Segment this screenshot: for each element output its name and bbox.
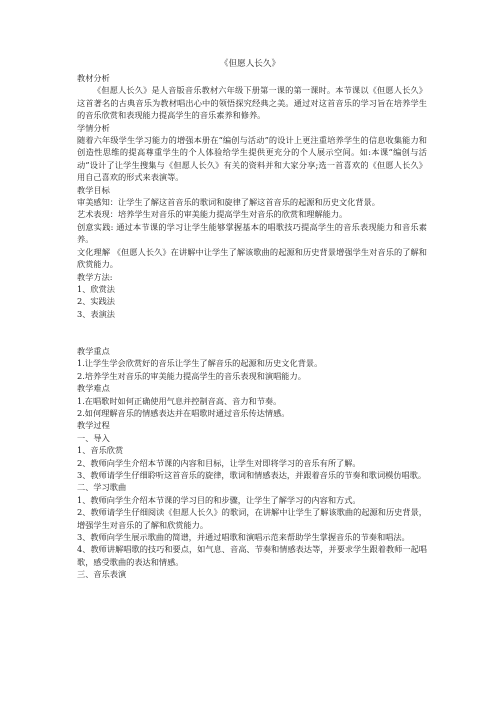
blank-line — [77, 333, 427, 345]
section-heading-methods: 教学方法: — [77, 271, 113, 282]
process-item: 2、教师向学生介绍本节课的内容和目标，让学生对即将学习的音乐有所了解。 — [77, 457, 361, 468]
section-heading-analysis: 教材分析 — [77, 73, 110, 83]
method-item: 3、表演法 — [77, 308, 115, 319]
process-part-title: 一、导入 — [77, 432, 110, 443]
process-item: 4、教师讲解唱歌的技巧和要点，如气息、音高、节奏和情感表达等，并要求学生跟着教师一起唱歌，感受歌曲的表达和情感。 — [77, 544, 427, 567]
process-item: 3、教师请学生仔细聆听这首音乐的旋律，歌词和情感表达，并跟着音乐的节奏和歌词模仿唱歌。 — [77, 469, 427, 480]
method-item: 2、实践法 — [77, 296, 115, 307]
process-item: 3、教师向学生展示歌曲的简谱，并通过唱歌和演唱示范来帮助学生掌握音乐的节奏和唱法。 — [77, 532, 410, 542]
method-item: 1、欣赏法 — [77, 283, 115, 294]
process-item: 1、音乐欣赏 — [77, 445, 124, 456]
key-point-item: 2.培养学生对音乐的审美能力提高学生的音乐表现和演唱能力。 — [77, 370, 306, 381]
section-heading-process: 教学过程 — [77, 420, 110, 431]
analysis-paragraph: 《但愿人长久》是人音版音乐教材六年级下册第一课的第一课时。本节课以《但愿人长久》这首著名的古典音乐为教材唱出心中的领悟探究经典之美。通过对这首音乐的学习旨在培养学生的音乐欣赏和表现能力提高学生的音乐素养和修养。 — [77, 85, 427, 121]
document-title: 《但愿人长久》 — [219, 59, 281, 69]
difficult-point-item: 1.在唱歌时如何正确使用气息并控制音高、音力和节奏。 — [77, 395, 282, 406]
goal-item: 文化理解 《但愿人长久》在讲解中让学生了解该歌曲的起源和历史背景增强学生对音乐的了解和欣赏能力。 — [77, 246, 427, 270]
section-heading-key-points: 教学重点 — [77, 345, 110, 356]
process-part-title: 三、音乐表演 — [77, 569, 127, 580]
goal-item: 创意实践: 通过本节课的学习让学生能够掌握基本的唱歌技巧提高学生的音乐表现能力和音乐素养。 — [77, 221, 427, 245]
students-paragraph: 随着六年级学生学习能力的增强本册在“编创与活动”的设计上更注重培养学生的信息收集能力和创造性思维的提高尊重学生的个人体验给学生提供更充分的个人展示空间。如:本课“编创与活动”设计了让学生搜集与《但愿人长久》有关的资料并和大家分享;选一首喜欢的《但愿人长久》用自己喜欢的形式来表演等。 — [77, 135, 427, 183]
goal-item: 艺术表现：培养学生对音乐的审美能力提高学生对音乐的欣赏和理解能力。 — [77, 209, 348, 220]
process-item: 2、教师请学生仔细阅读《但愿人长久》的歌词，在讲解中让学生了解该歌曲的起源和历史背景，增强学生对音乐的了解和欣赏能力。 — [77, 507, 427, 530]
process-item: 1、教师向学生介绍本节课的学习目的和步骤，让学生了解学习的内容和方式。 — [77, 494, 361, 505]
process-part-title: 二、学习歌曲 — [77, 482, 127, 493]
section-heading-goals: 教学目标 — [77, 184, 110, 195]
key-point-item: 1.让学生学会欣赏好的音乐让学生了解音乐的起源和历史文化背景。 — [77, 358, 323, 369]
difficult-point-item: 2.如何理解音乐的情感表达并在唱歌时通过音乐传达情感。 — [77, 407, 290, 418]
blank-line — [77, 320, 427, 332]
document-body — [77, 72, 427, 581]
section-heading-difficult-points: 教学难点 — [77, 383, 110, 394]
section-heading-students: 学情分析 — [77, 122, 110, 133]
goal-item: 审美感知：让学生了解这首音乐的歌词和旋律了解这首音乐的起源和历史文化背景。 — [77, 197, 380, 208]
